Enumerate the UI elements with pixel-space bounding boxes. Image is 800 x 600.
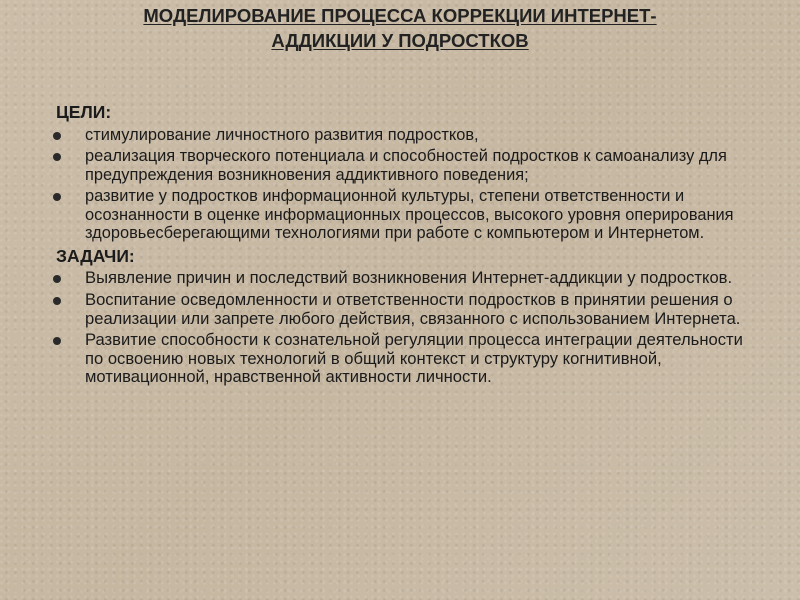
goals-list-item	[52, 147, 758, 184]
goals-item-text: развитие у подростков информационной культуры, степени ответственности и осознанности в оценке информационных процессов, высокого уровня оперирования здоровьесберегающими технологиями при работе с компьютером и Интернетом.	[85, 187, 734, 243]
tasks-list-item	[52, 291, 758, 328]
goals-list	[52, 126, 758, 242]
tasks-heading: ЗАДАЧИ:	[56, 246, 135, 267]
bullet-icon	[53, 153, 61, 161]
slide-title	[40, 3, 760, 53]
slide-title-line-2: АДДИКЦИИ У ПОДРОСТКОВ	[271, 30, 529, 51]
tasks-item-text: Выявление причин и последствий возникновения Интернет-аддикции у подростков.	[85, 268, 733, 288]
slide-content	[52, 101, 758, 390]
bullet-icon	[53, 337, 61, 345]
bullet-icon	[53, 132, 61, 140]
bullet-icon	[53, 297, 61, 305]
goals-heading: ЦЕЛИ:	[56, 102, 112, 122]
bullet-icon	[53, 193, 61, 201]
goals-item-text: реализация творческого потенциала и способностей подростков к самоанализу для предупреждения возникновения аддиктивного поведения;	[85, 147, 727, 184]
tasks-item-text: Воспитание осведомленности и ответственности подростков в принятии решения о реализации или запрете любого действия, связанного с использованием Интернета.	[85, 290, 741, 328]
bullet-icon	[53, 275, 61, 283]
slide-title-line-1: МОДЕЛИРОВАНИЕ ПРОЦЕССА КОРРЕКЦИИ ИНТЕРНЕТ-	[143, 5, 657, 26]
tasks-list	[52, 269, 758, 387]
goals-item-text: стимулирование личностного развития подростков,	[85, 126, 479, 144]
tasks-item-text: Развитие способности к сознательной регуляции процесса интеграции деятельности по освоению новых технологий в общий контекст и структуру когнитивной, мотивационной, нравственной активности личности.	[85, 330, 743, 387]
tasks-list-item	[52, 269, 758, 288]
goals-list-item	[52, 126, 758, 144]
tasks-list-item	[52, 331, 758, 387]
goals-list-item	[52, 187, 758, 242]
